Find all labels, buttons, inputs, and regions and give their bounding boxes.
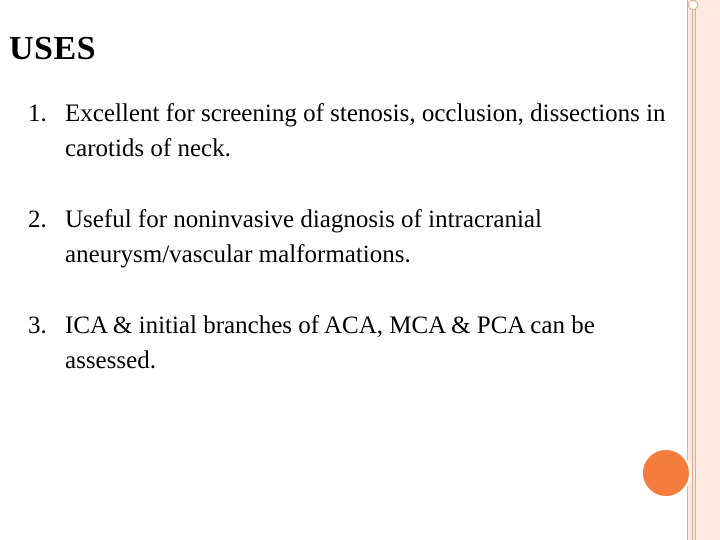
list-item [28, 308, 668, 378]
list-item-text: Excellent for screening of stenosis, occlusion, dissections in carotids of neck. [65, 100, 666, 162]
list-item-number: 3. [28, 312, 47, 339]
decorative-small-circle [688, 0, 698, 10]
uses-list [28, 96, 668, 378]
list-item-text: ICA & initial branches of ACA, MCA & PCA can be assessed. [65, 312, 595, 374]
list-item-text: Useful for noninvasive diagnosis of intracranial aneurysm/vascular malformations. [65, 206, 542, 268]
list-item [28, 202, 668, 272]
decorative-line [692, 0, 693, 540]
list-item-number: 2. [28, 206, 47, 233]
list-item-number: 1. [28, 100, 47, 127]
slide-title: USES [9, 30, 97, 67]
list-item [28, 96, 668, 166]
decorative-line [695, 0, 696, 540]
decorative-orange-circle [641, 448, 691, 498]
